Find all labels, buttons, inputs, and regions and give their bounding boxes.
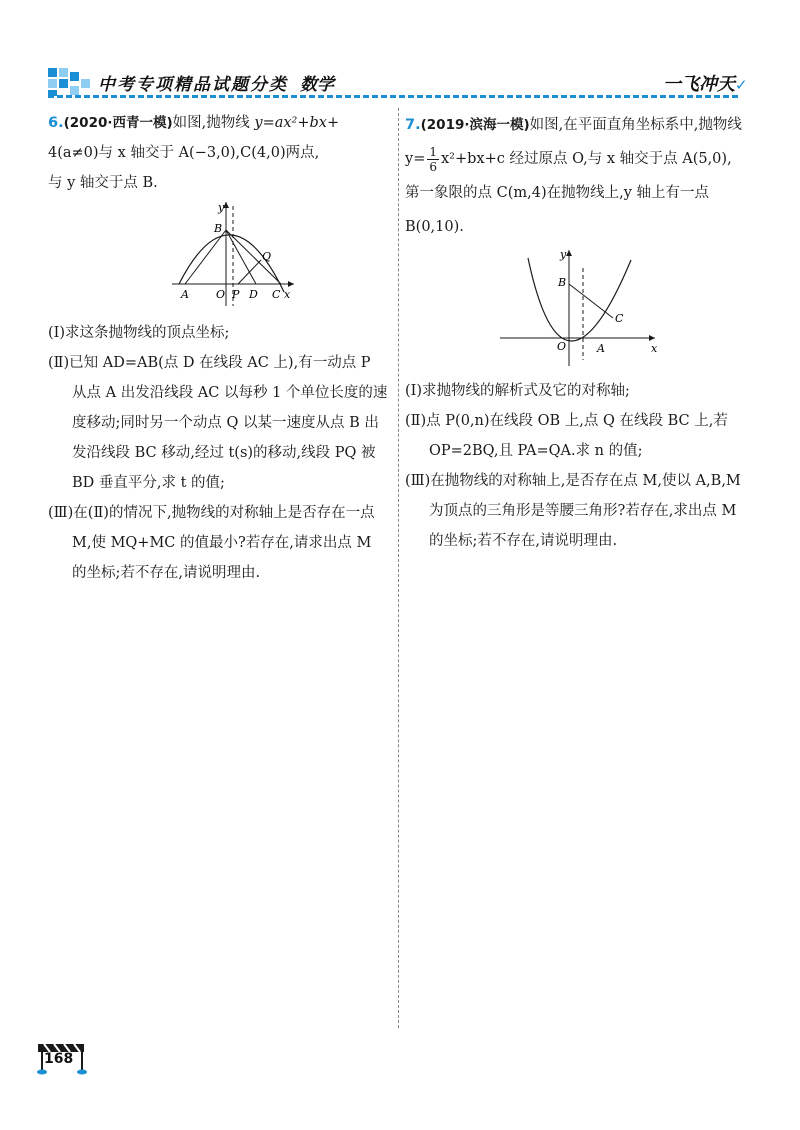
header-subject: 数学 bbox=[300, 75, 334, 95]
q7-part-1: (Ⅰ)求抛物线的解析式及它的对称轴; bbox=[405, 383, 630, 399]
q6-part-2: (Ⅱ)已知 AD=AB(点 D 在线段 AC 上),有一动点 P 从点 A 出发沿线段 AC 以每秒 1 个单位长度的速度移动;同时另一个动点 Q 以某一速度从点 B 出发沿线段 BC 移动,经过 t(s)的移动,线段 PQ 被 BD 垂直平分,求 t 的值; bbox=[48, 355, 388, 491]
q6-formula: y=ax²+bx+ bbox=[254, 115, 340, 131]
q7-label-A: A bbox=[597, 342, 605, 355]
q6-label-y: y bbox=[218, 202, 225, 214]
question-7 bbox=[405, 108, 745, 556]
q6-label-A: A bbox=[181, 288, 189, 301]
q6-stem-line3: 与 y 轴交于点 B. bbox=[48, 175, 158, 191]
header-title: 中考专项精品试题分类 bbox=[98, 75, 288, 95]
q7-label-O: O bbox=[557, 340, 567, 353]
q7-stem-a: 如图,在平面直角坐标系中,抛物线 y= bbox=[405, 117, 742, 167]
q6-label-C: C bbox=[272, 288, 281, 301]
q7-frac-num: 1 bbox=[429, 144, 437, 159]
q7-frac-den: 6 bbox=[429, 159, 437, 174]
q7-stem-b: x²+bx+c 经过原点 O,与 x 轴交于点 A(5,0),第一象限的点 C(m,4)在抛物线上,y 轴上有一点 B(0,10). bbox=[405, 151, 732, 235]
page-header bbox=[0, 0, 800, 110]
q6-part-3: (Ⅲ)在(Ⅱ)的情况下,抛物线的对称轴上是否存在一点 M,使 MQ+MC 的值最小?若存在,请求出点 M 的坐标;若不存在,请说明理由. bbox=[48, 505, 375, 581]
q7-stem bbox=[405, 108, 745, 244]
brand-text: 一飞冲天 bbox=[663, 74, 735, 95]
q7-number: 7. bbox=[405, 117, 421, 133]
q7-label-y: y bbox=[560, 248, 567, 261]
column-divider bbox=[398, 108, 399, 1028]
question-6 bbox=[48, 108, 388, 588]
check-icon: ✓ bbox=[735, 76, 748, 94]
q6-figure bbox=[48, 202, 388, 312]
q6-label-P: P bbox=[232, 288, 240, 301]
q6-part-1: (Ⅰ)求这条抛物线的顶点坐标; bbox=[48, 325, 230, 341]
page-number: 168 bbox=[44, 1051, 74, 1067]
q6-stem-text: 如图,抛物线 bbox=[172, 115, 255, 131]
q6-label-D: D bbox=[249, 288, 258, 301]
q7-part-3: (Ⅲ)在抛物线的对称轴上,是否存在点 M,使以 A,B,M 为顶点的三角形是等腰三角形?若存在,求出点 M 的坐标;若不存在,请说明理由. bbox=[405, 473, 741, 549]
q7-label-C: C bbox=[615, 312, 624, 325]
q6-stem bbox=[48, 108, 388, 198]
q6-label-Q: Q bbox=[262, 250, 272, 263]
q6-label-x: x bbox=[284, 288, 291, 301]
q7-part-2: (Ⅱ)点 P(0,n)在线段 OB 上,点 Q 在线段 BC 上,若 OP=2BQ,且 PA=QA.求 n 的值; bbox=[405, 413, 728, 459]
q6-stem-line2: 4(a≠0)与 x 轴交于 A(−3,0),C(4,0)两点, bbox=[48, 145, 320, 161]
q7-label-x: x bbox=[651, 342, 658, 355]
q6-source: (2020·西青一模) bbox=[63, 115, 173, 131]
brand-logo bbox=[663, 70, 748, 96]
header-divider bbox=[48, 95, 738, 98]
q6-label-B: B bbox=[214, 222, 223, 235]
q6-number: 6. bbox=[48, 115, 64, 131]
q6-label-O: O bbox=[216, 288, 226, 301]
q7-label-B: B bbox=[558, 276, 567, 289]
q7-fraction bbox=[427, 145, 439, 174]
q7-figure bbox=[405, 248, 745, 368]
q7-source: (2019·滨海一模) bbox=[420, 117, 530, 133]
